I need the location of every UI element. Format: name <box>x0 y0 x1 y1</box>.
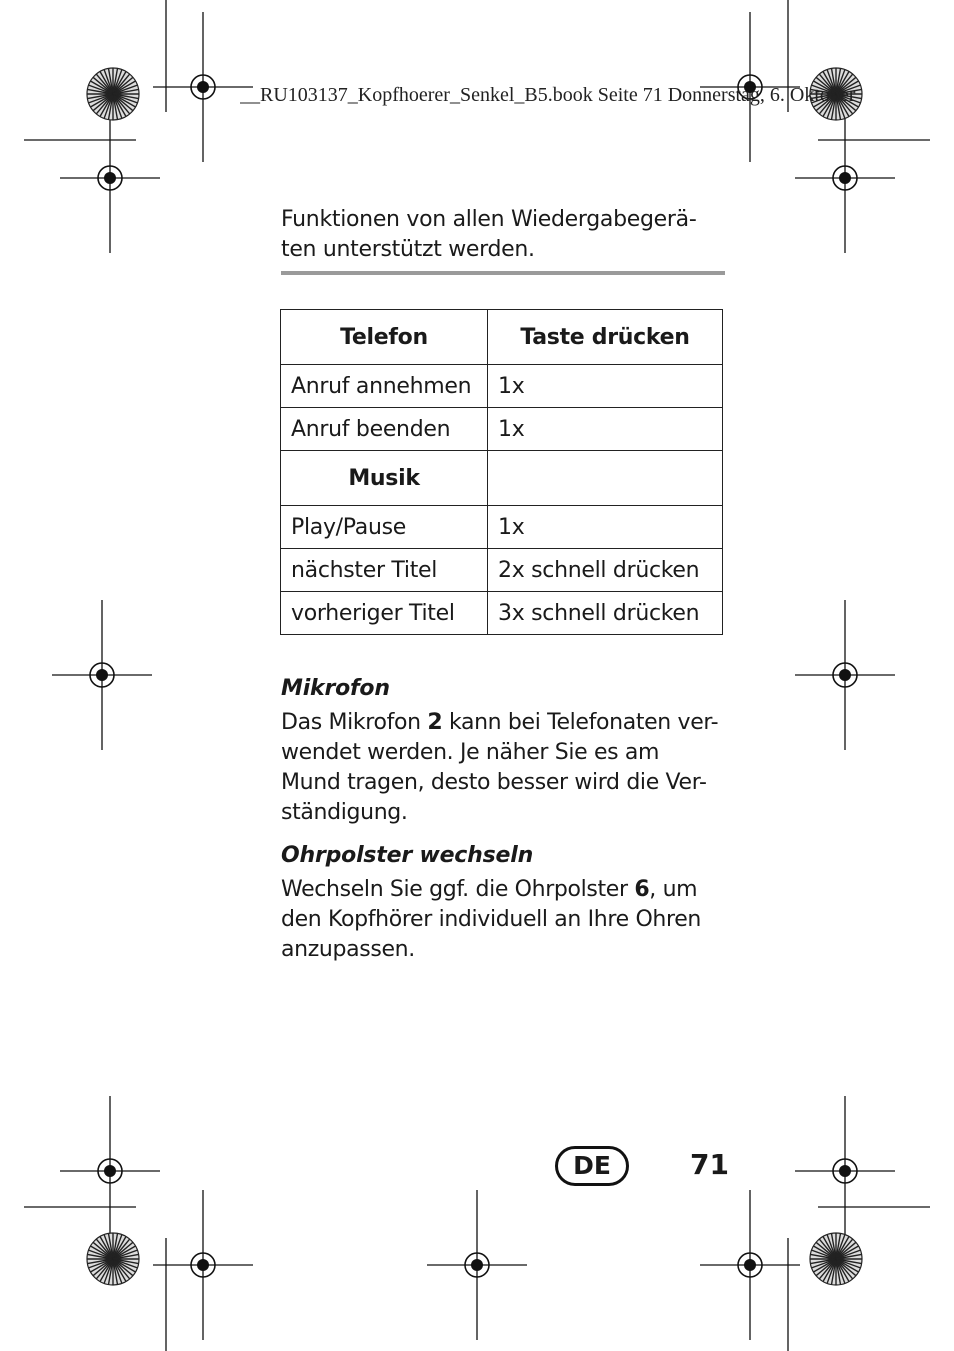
print-header-info: __RU103137_Kopfhoerer_Senkel_B5.book Seite 71 Donnerstag, 6. Oktober <box>240 84 856 106</box>
body-line: ständigung. <box>281 800 408 825</box>
text-span: Das Mikrofon <box>281 710 428 735</box>
table-cell-press: 1x <box>488 365 723 408</box>
table-cell-action: nächster Titel <box>281 549 488 592</box>
table-subheader-row <box>281 451 723 506</box>
intro-line: Funktionen von allen Wiedergabegerä- <box>281 207 697 232</box>
crosshair-registration-icon <box>60 103 160 253</box>
table-header-row <box>281 310 723 365</box>
section-title-ohrpolster: Ohrpolster wechseln <box>281 843 534 868</box>
text-span: Wechseln Sie ggf. die Ohrpolster <box>281 877 635 902</box>
table-cell-press: 1x <box>488 408 723 451</box>
table-cell-action: Anruf annehmen <box>281 365 488 408</box>
section-body-ohrpolster <box>281 875 731 965</box>
text-span: , um <box>649 877 698 902</box>
part-number: 2 <box>427 710 443 735</box>
text-span: kann bei Telefonaten ver- <box>442 710 719 735</box>
body-line <box>281 708 731 738</box>
starburst-registration-icon <box>87 68 139 120</box>
table-cell-action: Anruf beenden <box>281 408 488 451</box>
body-line: anzupassen. <box>281 937 415 962</box>
crosshair-registration-icon <box>52 600 152 750</box>
starburst-registration-icon <box>810 1233 862 1285</box>
crosshair-registration-icon <box>427 1190 527 1340</box>
crosshair-registration-icon <box>795 600 895 750</box>
table-cell-action: vorheriger Titel <box>281 592 488 635</box>
crosshair-registration-icon <box>700 1190 800 1340</box>
crosshair-registration-icon <box>153 1190 253 1340</box>
header-telefon: Telefon <box>281 310 488 365</box>
section-body-mikrofon <box>281 708 731 828</box>
table-row <box>281 592 723 635</box>
crosshair-registration-icon <box>60 1096 160 1246</box>
intro-line: ten unterstützt werden. <box>281 237 535 262</box>
header-taste-druecken: Taste drücken <box>488 310 723 365</box>
body-line: wendet werden. Je näher Sie es am <box>281 740 660 765</box>
table-row <box>281 365 723 408</box>
crosshair-registration-icon <box>795 103 895 253</box>
language-badge: DE <box>555 1146 629 1186</box>
table-cell-press: 3x schnell drücken <box>488 592 723 635</box>
intro-paragraph <box>281 205 731 265</box>
table-row <box>281 549 723 592</box>
table-cell-action: Play/Pause <box>281 506 488 549</box>
section-title-mikrofon: Mikrofon <box>281 676 390 701</box>
part-number: 6 <box>634 877 650 902</box>
subheader-empty <box>488 451 723 506</box>
crosshair-registration-icon <box>153 12 253 162</box>
page-number: 71 <box>690 1148 729 1181</box>
section-divider <box>281 271 725 275</box>
body-line <box>281 875 731 905</box>
table-row <box>281 408 723 451</box>
body-line: den Kopfhörer individuell an Ihre Ohren <box>281 907 701 932</box>
body-line: Mund tragen, desto besser wird die Ver- <box>281 770 707 795</box>
crosshair-registration-icon <box>795 1096 895 1246</box>
function-table <box>280 309 723 635</box>
table-cell-press: 2x schnell drücken <box>488 549 723 592</box>
table-cell-press: 1x <box>488 506 723 549</box>
subheader-musik: Musik <box>281 451 488 506</box>
starburst-registration-icon <box>87 1233 139 1285</box>
table-row <box>281 506 723 549</box>
